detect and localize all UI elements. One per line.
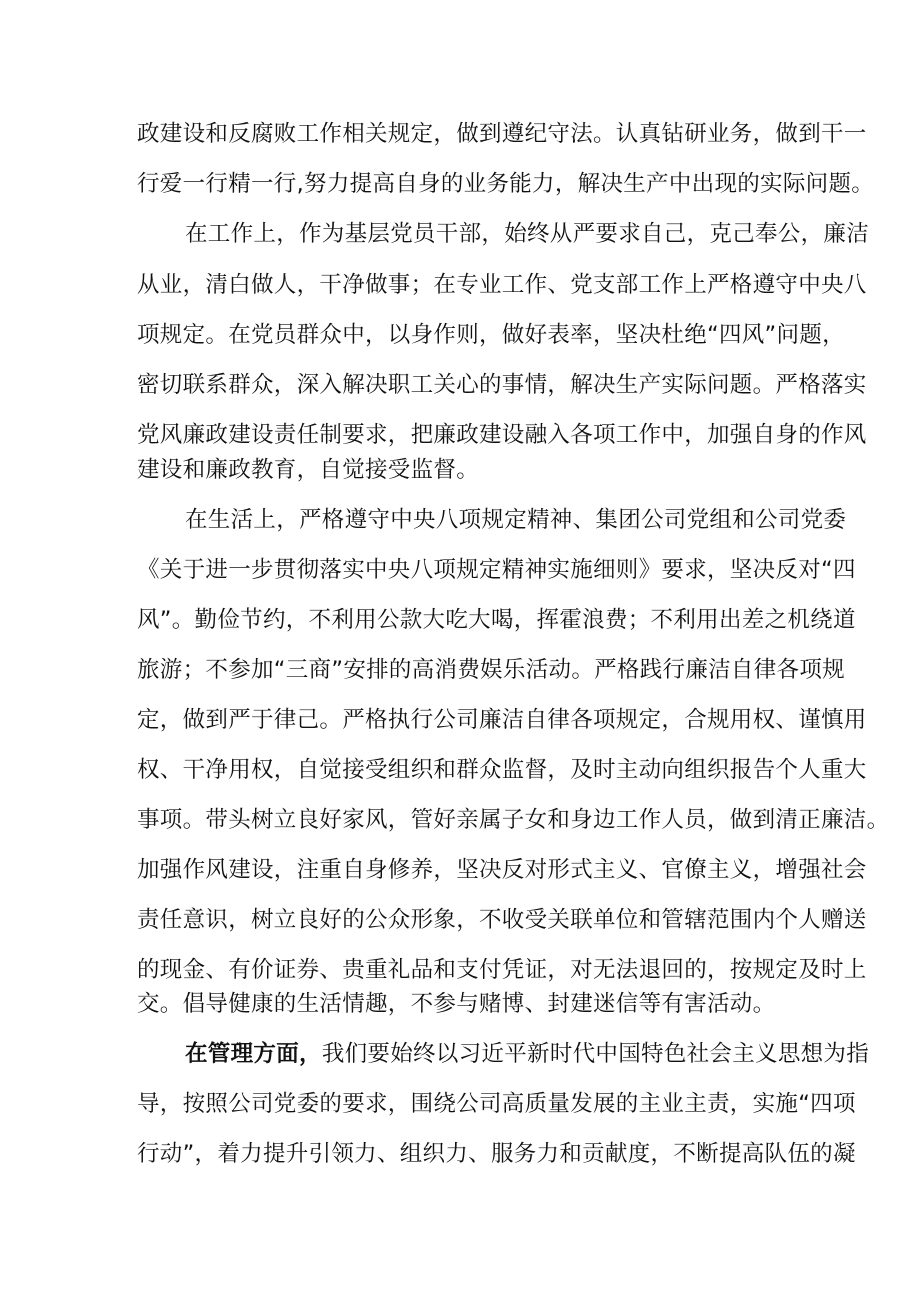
text-line: 行爱一行精一行,努力提高自身的业务能力，解决生产中出现的实际问题。: [137, 171, 875, 197]
text-line: 导，按照公司党委的要求，围绕公司高质量发展的主业主责，实施“四项: [137, 1091, 856, 1117]
text-line: 权、干净用权，自觉接受组织和群众监督，及时主动向组织报告个人重大: [137, 757, 867, 783]
text-line: 政建设和反腐败工作相关规定，做到遵纪守法。认真钻研业务，做到干一: [137, 121, 867, 147]
paragraph-first-line: [0, 1037, 920, 1071]
text-line: 的现金、有价证券、贵重礼品和支付凭证，对无法退回的，按规定及时上: [137, 957, 867, 983]
text-line: 事项。带头树立良好家风，管好亲属子女和身边工作人员，做到清正廉洁。: [137, 807, 890, 833]
text-line: 责任意识，树立良好的公众形象，不收受关联单位和管辖范围内个人赠送: [137, 907, 867, 933]
text-line: 从业，清白做人，干净做事；在专业工作、党支部工作上严格遵守中央八: [137, 272, 867, 298]
text-line: 风”。勤俭节约，不利用公款大吃大喝，挥霍浪费；不利用出差之机绕道: [137, 607, 856, 633]
text-line: 建设和廉政教育，自觉接受监督。: [137, 457, 480, 483]
section-lead-text: 我们要始终以习近平新时代中国特色社会主义思想为指: [321, 1041, 870, 1067]
paragraph-first-line: 在生活上，严格遵守中央八项规定精神、集团公司党组和公司党委: [185, 507, 847, 533]
text-line: 旅游；不参加“三商”安排的高消费娱乐活动。严格践行廉洁自律各项规: [137, 657, 845, 683]
text-line: 《关于进一步贯彻落实中央八项规定精神实施细则》要求，坚决反对“四: [137, 557, 856, 583]
text-line: 密切联系群众，深入解决职工关心的事情，解决生产实际问题。严格落实: [137, 372, 867, 398]
text-line: 加强作风建设，注重自身修养，坚决反对形式主义、官僚主义，增强社会: [137, 857, 867, 883]
paragraph-first-line: 在工作上，作为基层党员干部，始终从严要求自己，克己奉公，廉洁: [185, 221, 870, 247]
text-line: 项规定。在党员群众中，以身作则，做好表率，坚决杜绝“四风”问题，: [137, 322, 845, 348]
text-line: 党风廉政建设责任制要求，把廉政建设融入各项工作中，加强自身的作风: [137, 422, 867, 448]
text-line: 定，做到严于律己。严格执行公司廉洁自律各项规定，合规用权、谨慎用: [137, 707, 867, 733]
section-lead-heading: 在管理方面，: [185, 1041, 322, 1067]
text-line: 行动”，着力提升引领力、组织力、服务力和贡献度，不断提高队伍的凝: [137, 1141, 856, 1167]
text-line: 交。倡导健康的生活情趣，不参与赌博、封建迷信等有害活动。: [137, 991, 776, 1017]
